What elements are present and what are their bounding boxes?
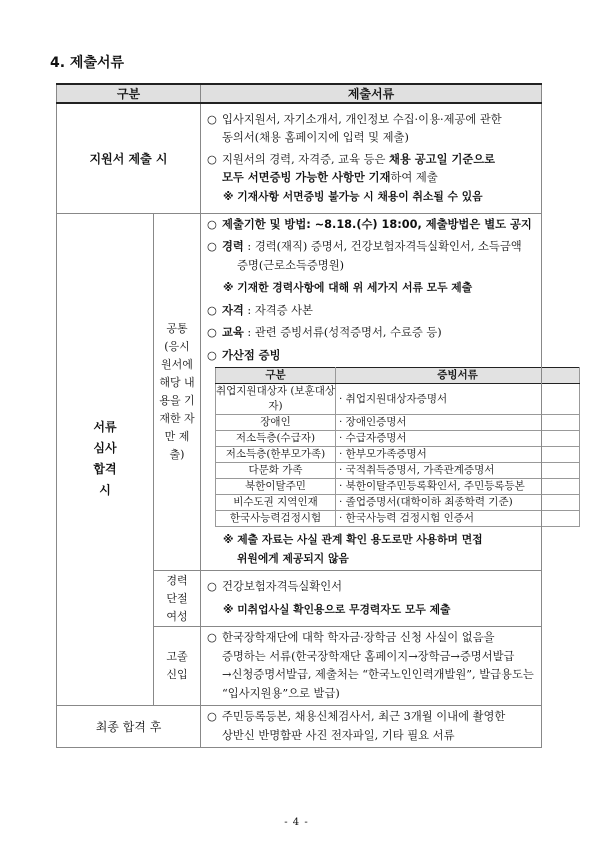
circle-bullet-icon: ○ <box>207 710 217 723</box>
circle-bullet-icon: ○ <box>207 631 217 644</box>
table-row: 장애인 · 장애인증명서 <box>216 415 580 431</box>
bold-text: 채용 공고일 기준으로 <box>389 152 496 166</box>
table-row: 북한이탈주민 · 북한이탈주민등록확인서, 주민등록등본 <box>216 479 580 495</box>
bold-text: 모두 서면증빙 가능한 사항만 기재 <box>222 171 391 184</box>
table-row: 비수도권 지역인재 · 졸업증명서(대학이하 최종학력 기준) <box>216 495 580 511</box>
deadline-text: 제출기한 및 방법: ~8.18.(수) 18:00, 제출방법은 별도 공지 <box>222 217 532 231</box>
circle-bullet-icon: ○ <box>207 348 217 362</box>
applying-item2-line2: 모두 서면증빙 가능한 사항만 기재하여 제출 <box>222 171 438 184</box>
category-final: 최종 합격 후 <box>57 706 201 748</box>
list-item: ○ 경력 : 경력(재직) 증명서, 건강보험자격득실확인서, 소득금액 증명(근로소득증명원) <box>207 238 537 275</box>
subcategory-career-gap: 경력 단절 여성 <box>154 571 201 627</box>
career-note: ※ 기재한 경력사항에 대해 위 세가지 서류 모두 제출 <box>223 281 473 294</box>
page-number: - 4 - <box>284 817 309 828</box>
career-gap-documents <box>201 571 542 627</box>
circle-bullet-icon: ○ <box>207 580 217 593</box>
edu-label: 교육 <box>222 326 244 339</box>
final-note-line2: 위원에게 제공되지 않음 <box>237 551 349 565</box>
circle-bullet-icon: ○ <box>207 217 217 231</box>
circle-bullet-icon: ○ <box>207 240 217 253</box>
bonus-table-header <box>216 368 580 384</box>
table-row: 취업지원대상자 (보훈대상자) · 취업지원대상자증명서 <box>216 384 580 415</box>
subcategory-high-school: 고졸 신입 <box>154 627 201 706</box>
header-category: 구분 <box>57 84 201 103</box>
cert-label: 자격 <box>222 303 244 317</box>
list-item: ○ 주민등록등본, 채용신체검사서, 최근 3개월 이내에 촬영한 상반신 반명함판 사진 전자파일, 기타 필요 서류 <box>207 710 506 742</box>
circle-bullet-icon: ○ <box>207 326 217 339</box>
applying-item2-line1: 지원서의 경력, 자격증, 교육 등은 채용 공고일 기준으로 <box>222 152 496 166</box>
list-item: ○ 교육 : 관련 증빙서류(성적증명서, 수료증 등) <box>207 324 537 343</box>
list-item <box>207 347 537 366</box>
list-item <box>207 216 537 235</box>
applying-item1-line2: 동의서(채용 홈페이지에 입력 및 제출) <box>222 131 409 144</box>
list-item <box>207 578 537 597</box>
category-screening: 서류 심사 합격 시 <box>57 213 154 706</box>
career-line2: 증명(근로소득증명원) <box>237 258 345 272</box>
row-applying <box>57 103 542 213</box>
list-item <box>207 111 537 148</box>
table-row: 저소득층(한부모가족) · 한부모가족증명서 <box>216 447 580 463</box>
career-gap-note: ※ 미취업사실 확인용으로 무경력자도 모두 제출 <box>223 602 451 616</box>
applying-documents <box>201 103 542 213</box>
table-row: 한국사능력검정시험 · 한국사능력 검정시험 인증서 <box>216 511 580 527</box>
career-gap-doc: 건강보험자격득실확인서 <box>222 580 343 593</box>
career-label: 경력 <box>222 240 244 253</box>
high-school-documents <box>201 627 542 706</box>
list-item: ○ 한국장학재단에 대학 학자금·장학금 신청 사실이 없음을 증명하는 서류(한국장학재단 홈페이지→장학금→증명서발급 →신청증명서발급, 제출처는 “한국노인인력개발원”, 발급용도는 “입사지원용”으로 발급) <box>207 631 534 700</box>
bonus-points-table <box>215 367 580 527</box>
row-screening-common <box>57 213 542 571</box>
category-applying: 지원서 제출 시 <box>57 103 201 213</box>
bonus-label: 가산점 증빙 <box>222 348 281 362</box>
table-row: 다문화 가족 · 국적취득증명서, 가족관계증명서 <box>216 463 580 479</box>
section-title: 4. 제출서류 <box>50 55 125 71</box>
table-header-row <box>57 84 542 103</box>
subcategory-common: 공통 (응시 원서에 해당 내용을 기재한 자만 제출) <box>154 213 201 571</box>
applying-note: ※ 기재사항 서면증빙 불가능 시 채용이 취소될 수 있음 <box>223 189 483 203</box>
list-item <box>207 151 537 188</box>
header-documents: 제출서류 <box>201 84 542 103</box>
final-note-line1: ※ 제출 자료는 사실 관계 확인 용도로만 사용하며 면접 <box>223 533 483 546</box>
circle-bullet-icon: ○ <box>207 152 217 166</box>
applying-item1-line1: 입사지원서, 자기소개서, 개인정보 수집·이용·제공에 관한 <box>222 112 502 126</box>
final-documents <box>201 706 542 748</box>
circle-bullet-icon: ○ <box>207 303 217 317</box>
common-documents <box>201 213 542 571</box>
bonus-header-category: 구분 <box>216 368 336 384</box>
bonus-header-docs: 증빙서류 <box>336 368 580 384</box>
circle-bullet-icon: ○ <box>207 112 217 126</box>
table-row: 저소득층(수급자) · 수급자증명서 <box>216 431 580 447</box>
row-final <box>57 706 542 748</box>
list-item: ○ 자격 : 자격증 사본 <box>207 302 537 321</box>
documents-table <box>56 83 542 748</box>
